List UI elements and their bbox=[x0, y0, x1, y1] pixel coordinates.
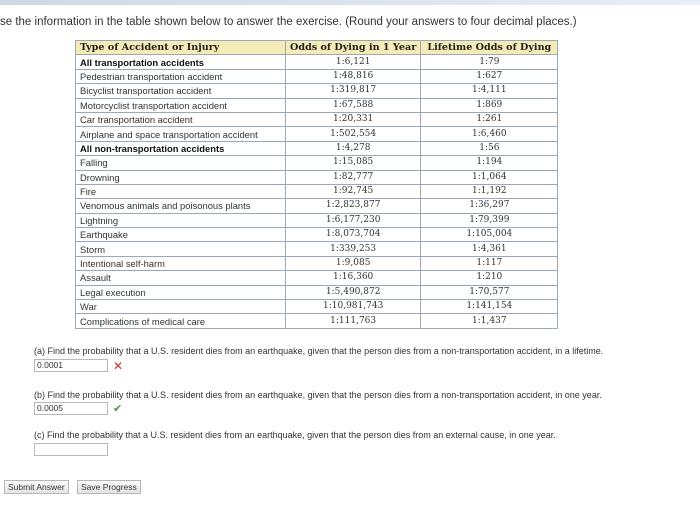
answer-c-input[interactable] bbox=[34, 443, 108, 456]
table-row bbox=[76, 69, 558, 83]
one-year-odds-cell: 1:4,278 bbox=[286, 141, 421, 155]
table-body bbox=[76, 55, 558, 328]
accident-type-cell: All non-transportation accidents bbox=[76, 141, 286, 155]
one-year-odds-cell: 1:67,588 bbox=[286, 98, 421, 112]
question-c-text: (c) Find the probability that a U.S. resident dies from an earthquake, given that the person dies from an external cause, in one year. bbox=[34, 430, 556, 440]
lifetime-odds-cell: 1:79,399 bbox=[421, 213, 558, 227]
accident-type-cell: Assault bbox=[76, 271, 286, 285]
lifetime-odds-cell: 1:1,192 bbox=[421, 184, 558, 198]
accident-type-cell: War bbox=[76, 300, 286, 314]
accident-type-cell: Motorcyclist transportation accident bbox=[76, 98, 286, 112]
accident-type-cell: Lightning bbox=[76, 213, 286, 227]
table-row bbox=[76, 242, 558, 256]
one-year-odds-cell: 1:2,823,877 bbox=[286, 199, 421, 213]
accident-type-cell: Complications of medical care bbox=[76, 314, 286, 328]
submit-answer-button[interactable]: Submit Answer bbox=[4, 480, 69, 494]
one-year-odds-cell: 1:82,777 bbox=[286, 170, 421, 184]
accident-type-cell: Airplane and space transportation accident bbox=[76, 127, 286, 141]
lifetime-odds-cell: 1:105,004 bbox=[421, 228, 558, 242]
one-year-odds-cell: 1:20,331 bbox=[286, 112, 421, 126]
one-year-odds-cell: 1:10,981,743 bbox=[286, 300, 421, 314]
table-row bbox=[76, 271, 558, 285]
table-row bbox=[76, 199, 558, 213]
one-year-odds-cell: 1:339,253 bbox=[286, 242, 421, 256]
table-row bbox=[76, 314, 558, 328]
incorrect-x-icon: ✕ bbox=[113, 358, 124, 373]
one-year-odds-cell: 1:319,817 bbox=[286, 84, 421, 98]
accident-type-cell: All transportation accidents bbox=[76, 55, 286, 69]
one-year-odds-cell: 1:6,121 bbox=[286, 55, 421, 69]
table-row bbox=[76, 112, 558, 126]
one-year-odds-cell: 1:8,073,704 bbox=[286, 228, 421, 242]
lifetime-odds-cell: 1:194 bbox=[421, 156, 558, 170]
one-year-odds-cell: 1:92,745 bbox=[286, 184, 421, 198]
lifetime-odds-cell: 1:4,111 bbox=[421, 84, 558, 98]
accident-type-cell: Fire bbox=[76, 184, 286, 198]
table-row bbox=[76, 127, 558, 141]
lifetime-odds-cell: 1:261 bbox=[421, 112, 558, 126]
table-row bbox=[76, 285, 558, 299]
lifetime-odds-cell: 1:117 bbox=[421, 256, 558, 270]
one-year-odds-cell: 1:48,816 bbox=[286, 69, 421, 83]
table-row bbox=[76, 156, 558, 170]
accident-type-cell: Intentional self-harm bbox=[76, 256, 286, 270]
accident-type-cell: Earthquake bbox=[76, 228, 286, 242]
one-year-odds-cell: 1:15,085 bbox=[286, 156, 421, 170]
table-row bbox=[76, 98, 558, 112]
table-row bbox=[76, 184, 558, 198]
lifetime-odds-cell: 1:4,361 bbox=[421, 242, 558, 256]
accident-type-cell: Car transportation accident bbox=[76, 112, 286, 126]
correct-check-icon: ✔ bbox=[113, 402, 123, 415]
one-year-odds-cell: 1:9,085 bbox=[286, 256, 421, 270]
lifetime-odds-cell: 1:79 bbox=[421, 55, 558, 69]
table-row bbox=[76, 256, 558, 270]
answer-a-row bbox=[34, 359, 123, 372]
table-row bbox=[76, 228, 558, 242]
table-row bbox=[76, 300, 558, 314]
accident-type-cell: Drowning bbox=[76, 170, 286, 184]
table-row bbox=[76, 84, 558, 98]
answer-b-row bbox=[34, 402, 122, 415]
accident-type-cell: Bicyclist transportation accident bbox=[76, 84, 286, 98]
accident-type-cell: Pedestrian transportation accident bbox=[76, 69, 286, 83]
lifetime-odds-cell: 1:210 bbox=[421, 271, 558, 285]
column-header-lifetime: Lifetime Odds of Dying bbox=[421, 41, 558, 55]
one-year-odds-cell: 1:16,360 bbox=[286, 271, 421, 285]
answer-b-input[interactable]: 0.0005 bbox=[34, 402, 108, 415]
lifetime-odds-cell: 1:36,297 bbox=[421, 199, 558, 213]
column-header-type: Type of Accident or Injury bbox=[76, 41, 286, 55]
odds-table bbox=[75, 40, 558, 329]
one-year-odds-cell: 1:502,554 bbox=[286, 127, 421, 141]
accident-type-cell: Falling bbox=[76, 156, 286, 170]
lifetime-odds-cell: 1:56 bbox=[421, 141, 558, 155]
table-row bbox=[76, 213, 558, 227]
table-row bbox=[76, 170, 558, 184]
lifetime-odds-cell: 1:6,460 bbox=[421, 127, 558, 141]
lifetime-odds-cell: 1:141,154 bbox=[421, 300, 558, 314]
question-b-text: (b) Find the probability that a U.S. resident dies from an earthquake, given that the person dies from a non-transportation accident, in one year. bbox=[34, 390, 602, 400]
column-header-one-year: Odds of Dying in 1 Year bbox=[286, 41, 421, 55]
one-year-odds-cell: 1:6,177,230 bbox=[286, 213, 421, 227]
top-border bbox=[0, 0, 700, 5]
lifetime-odds-cell: 1:627 bbox=[421, 69, 558, 83]
table-header-row bbox=[76, 41, 558, 55]
table-row bbox=[76, 141, 558, 155]
lifetime-odds-cell: 1:1,437 bbox=[421, 314, 558, 328]
lifetime-odds-cell: 1:869 bbox=[421, 98, 558, 112]
accident-type-cell: Storm bbox=[76, 242, 286, 256]
one-year-odds-cell: 1:5,490,872 bbox=[286, 285, 421, 299]
accident-type-cell: Legal execution bbox=[76, 285, 286, 299]
one-year-odds-cell: 1:111,763 bbox=[286, 314, 421, 328]
answer-c-row bbox=[34, 443, 108, 456]
instructions-text: se the information in the table shown below to answer the exercise. (Round your answers to four decimal places.) bbox=[0, 16, 577, 28]
table-row bbox=[76, 55, 558, 69]
lifetime-odds-cell: 1:70,577 bbox=[421, 285, 558, 299]
answer-a-input[interactable]: 0.0001 bbox=[34, 359, 108, 372]
accident-type-cell: Venomous animals and poisonous plants bbox=[76, 199, 286, 213]
question-a-text: (a) Find the probability that a U.S. resident dies from an earthquake, given that the person dies from a non-transportation accident, in a lifetime. bbox=[34, 346, 604, 356]
lifetime-odds-cell: 1:1,064 bbox=[421, 170, 558, 184]
save-progress-button[interactable]: Save Progress bbox=[77, 480, 141, 494]
